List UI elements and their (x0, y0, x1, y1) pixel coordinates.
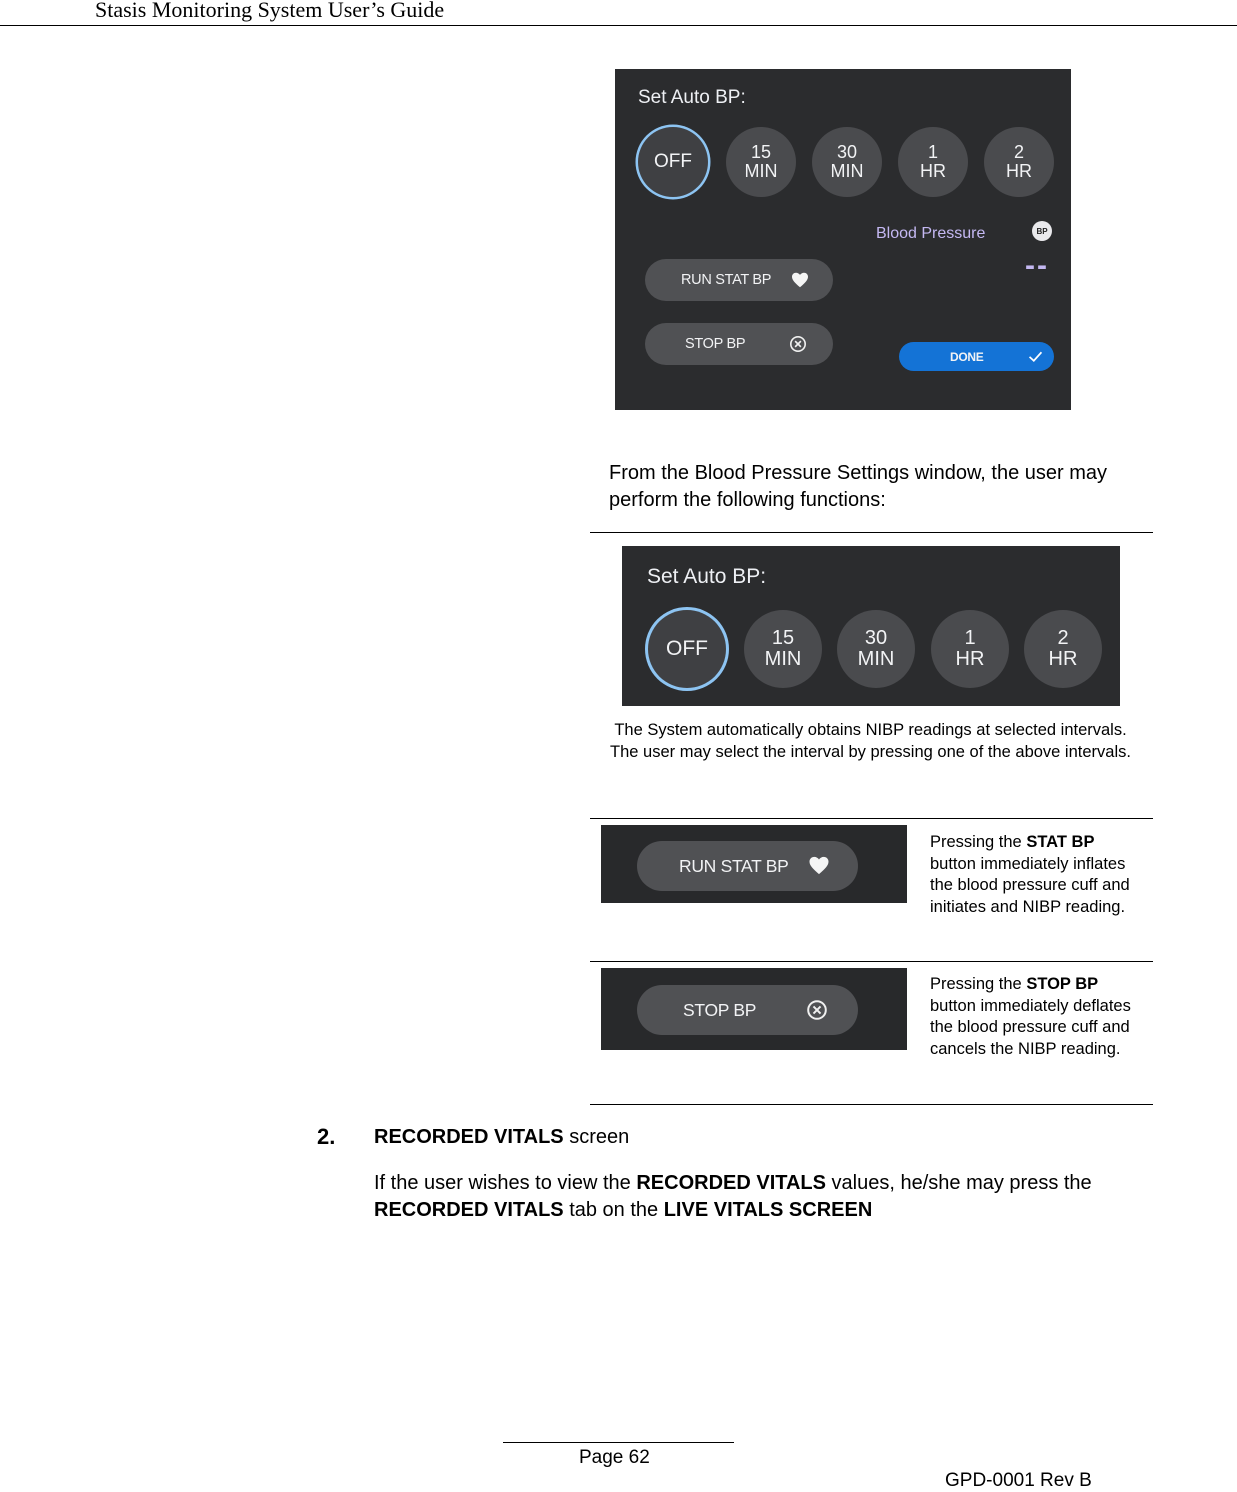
blood-pressure-label: Blood Pressure (876, 225, 986, 242)
section-title: RECORDED VITALS screen (374, 1126, 630, 1148)
heart-icon (808, 856, 830, 875)
stop-bp-button[interactable]: STOP BP (637, 985, 858, 1035)
footer-divider (503, 1442, 734, 1443)
check-icon (1027, 348, 1044, 365)
stop-bp-button[interactable]: STOP BP (645, 323, 833, 365)
interval-1-hr-button[interactable]: 1 HR (931, 610, 1009, 688)
set-auto-bp-title: Set Auto BP: (638, 87, 746, 108)
interval-2-hr-button[interactable]: 2 HR (1024, 610, 1102, 688)
interval-off-button[interactable]: OFF (638, 127, 708, 197)
set-auto-bp-title: Set Auto BP: (647, 565, 767, 588)
intro-text: From the Blood Pressure Settings window, the user may perform the following functions: (609, 462, 1108, 511)
cancel-circle-icon (789, 335, 807, 353)
interval-15-min-button[interactable]: 15 MIN (726, 127, 796, 197)
interval-30-min-button[interactable]: 30 MIN (812, 127, 882, 197)
interval-1-hr-button[interactable]: 1 HR (898, 127, 968, 197)
table-top-divider (590, 532, 1153, 533)
stop-bp-screenshot (601, 968, 907, 1050)
interval-2-hr-button[interactable]: 2 HR (984, 127, 1054, 197)
document-id: GPD-0001 Rev B (945, 1470, 1092, 1491)
table-bottom-divider (590, 1104, 1153, 1105)
run-stat-bp-button[interactable]: RUN STAT BP (637, 841, 858, 891)
heart-icon (791, 272, 809, 288)
done-button[interactable]: DONE (899, 342, 1054, 371)
bp-value: -- (1025, 249, 1049, 282)
section-paragraph: If the user wishes to view the RECORDED VITALS values, he/she may press the RECORDED VITALS tab on the LIVE VITALS SCREEN (374, 1172, 1092, 1221)
header-divider (0, 25, 1237, 26)
interval-15-min-button[interactable]: 15 MIN (744, 610, 822, 688)
page-number: Page 62 (579, 1447, 650, 1468)
auto-bp-caption: The System automatically obtains NIBP readings at selected intervals. The user may select the interval by pressing one of the above intervals. (610, 721, 1131, 761)
section-number: 2. (317, 1124, 336, 1149)
cancel-circle-icon (806, 999, 828, 1021)
bp-settings-screenshot (615, 69, 1071, 410)
stop-bp-description: Pressing the STOP BP button immediately deflates the blood pressure cuff and cancels the NIBP reading. (930, 975, 1131, 1058)
document-header-title: Stasis Monitoring System User’s Guide (95, 0, 445, 22)
row-divider (590, 961, 1153, 962)
stat-bp-description: Pressing the STAT BP button immediately inflates the blood pressure cuff and initiates and NIBP reading. (930, 833, 1130, 916)
auto-bp-screenshot (622, 546, 1120, 706)
interval-30-min-button[interactable]: 30 MIN (837, 610, 915, 688)
run-stat-bp-screenshot (601, 825, 907, 903)
interval-off-button[interactable]: OFF (648, 610, 726, 688)
bp-badge-icon: BP (1032, 221, 1052, 241)
run-stat-bp-button[interactable]: RUN STAT BP (645, 259, 833, 301)
row-divider (590, 818, 1153, 819)
